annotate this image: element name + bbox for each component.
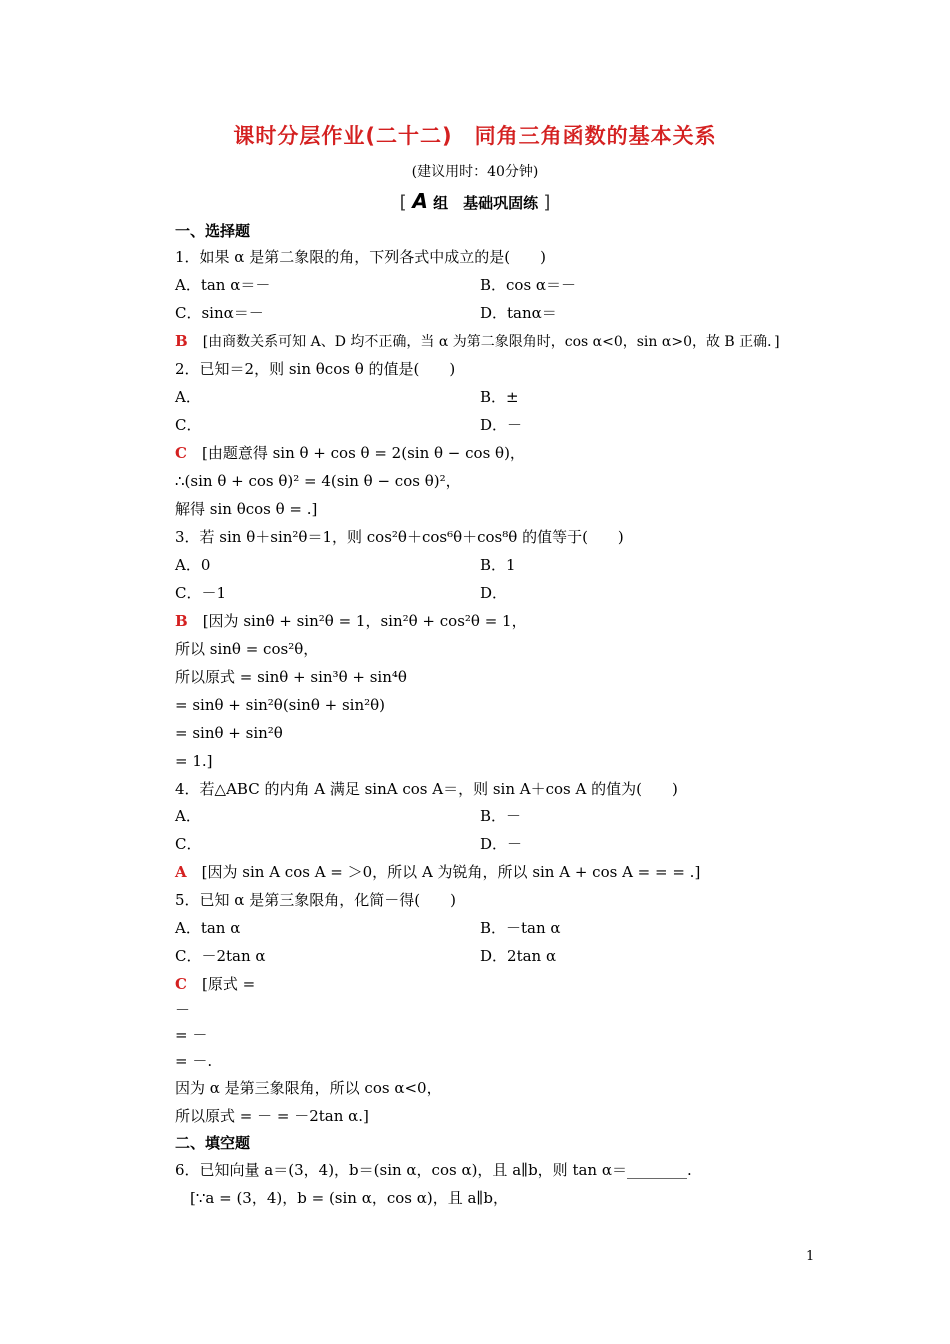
q3-explanation-line: 所以 sinθ = cos²θ，: [175, 640, 319, 658]
q5-answer: [175, 974, 255, 994]
answer-letter: B: [175, 612, 188, 630]
q5-option-a: A．tan α: [175, 919, 241, 937]
q5-explanation-line: = －.: [175, 1052, 213, 1070]
left-bracket: [: [399, 192, 413, 213]
time-hint: (建议用时：40分钟): [411, 164, 539, 180]
section-fill: 二、填空题: [175, 1134, 251, 1152]
q2-explanation-line: 解得 sin θcos θ = .]: [175, 500, 318, 518]
question-4: 4．若△ABC 的内角 A 满足 sinA cos A＝，则 sin A＋cos A 的值为( ): [175, 780, 678, 798]
q1-answer: [175, 331, 780, 352]
explanation: [由题意得 sin θ + cos θ = 2(sin θ − cos θ)，: [201, 444, 525, 462]
question-2: 2．已知＝2，则 sin θcos θ 的值是( ): [175, 360, 456, 378]
page-title: 课时分层作业(二十二) 同角三角函数的基本关系: [233, 124, 717, 148]
q1-option-b: B．cos α＝－: [480, 276, 577, 294]
q3-explanation-line: = sinθ + sin²θ(sinθ + sin²θ): [175, 696, 386, 714]
right-bracket: ]: [543, 192, 551, 213]
q4-option-c: C．: [175, 835, 202, 853]
section-choice: 一、选择题: [175, 222, 251, 240]
group-letter: A: [412, 189, 428, 213]
answer-letter: A: [175, 863, 187, 881]
q6-explanation-line: [∵a = (3，4)，b = (sin α，cos α)，且 a∥b，: [190, 1189, 508, 1207]
q4-option-a: A．: [175, 807, 201, 825]
q2-option-d: D．－: [480, 416, 523, 434]
q2-explanation-line: ∴(sin θ + cos θ)² = 4(sin θ − cos θ)²，: [175, 472, 461, 490]
group-heading: [0, 189, 950, 213]
q5-explanation-line: 因为 α 是第三象限角，所以 cos α<0，: [175, 1079, 442, 1097]
q4-option-d: D．－: [480, 835, 523, 853]
q3-option-b: B．1: [480, 556, 516, 574]
question-5: 5．已知 α 是第三象限角，化简－得( ): [175, 891, 456, 909]
q3-option-d: D．: [480, 584, 508, 602]
q3-answer: [175, 611, 527, 631]
question-6: 6．已知向量 a＝(3，4)，b＝(sin α，cos α)，且 a∥b，则 tan α＝________.: [175, 1161, 692, 1179]
q3-option-c: C．－1: [175, 584, 227, 602]
q1-option-d: D．tanα＝: [480, 304, 557, 322]
q3-explanation-line: = sinθ + sin²θ: [175, 724, 283, 742]
explanation: [由商数关系可知 A、D 均不正确，当 α 为第二象限角时，cos α<0，sin α>0，故 B 正确．]: [202, 334, 780, 350]
page-number: 1: [806, 1249, 815, 1264]
q4-option-b: B．－: [480, 807, 522, 825]
question-1: 1．如果 α 是第二象限的角，下列各式中成立的是( ): [175, 248, 546, 266]
q2-option-a: A．: [175, 388, 201, 406]
q3-explanation-line: = 1.]: [175, 752, 213, 770]
q3-option-a: A．0: [175, 556, 211, 574]
q1-option-c: C．sinα＝－: [175, 304, 264, 322]
explanation: [因为 sin A cos A = ＞0，所以 A 为锐角，所以 sin A + cos A = = = .]: [201, 863, 701, 881]
q2-option-c: C．: [175, 416, 202, 434]
q4-answer: [175, 862, 700, 882]
q5-option-b: B．－tan α: [480, 919, 561, 937]
q1-option-a: A．tan α＝－: [175, 276, 271, 294]
explanation: [因为 sinθ + sin²θ = 1，sin²θ + cos²θ = 1，: [202, 612, 527, 630]
answer-letter: C: [175, 444, 187, 462]
q2-answer: [175, 443, 525, 463]
q5-explanation-line: = －: [175, 1026, 208, 1044]
q5-explanation-line: －: [175, 1001, 191, 1019]
q5-explanation-line: 所以原式 = － = －2tan α.]: [175, 1107, 369, 1125]
answer-letter: B: [175, 332, 188, 350]
q5-option-c: C．－2tan α: [175, 947, 266, 965]
group-label: 组 基础巩固练: [433, 194, 539, 212]
q5-option-d: D．2tan α: [480, 947, 557, 965]
explanation: [原式 =: [201, 975, 256, 993]
q2-option-b: B．±: [480, 388, 519, 406]
answer-letter: C: [175, 975, 187, 993]
q3-explanation-line: 所以原式 = sinθ + sin³θ + sin⁴θ: [175, 668, 407, 686]
question-3: 3．若 sin θ＋sin²θ＝1，则 cos²θ＋cos⁶θ＋cos⁸θ 的值等于( ): [175, 528, 624, 546]
